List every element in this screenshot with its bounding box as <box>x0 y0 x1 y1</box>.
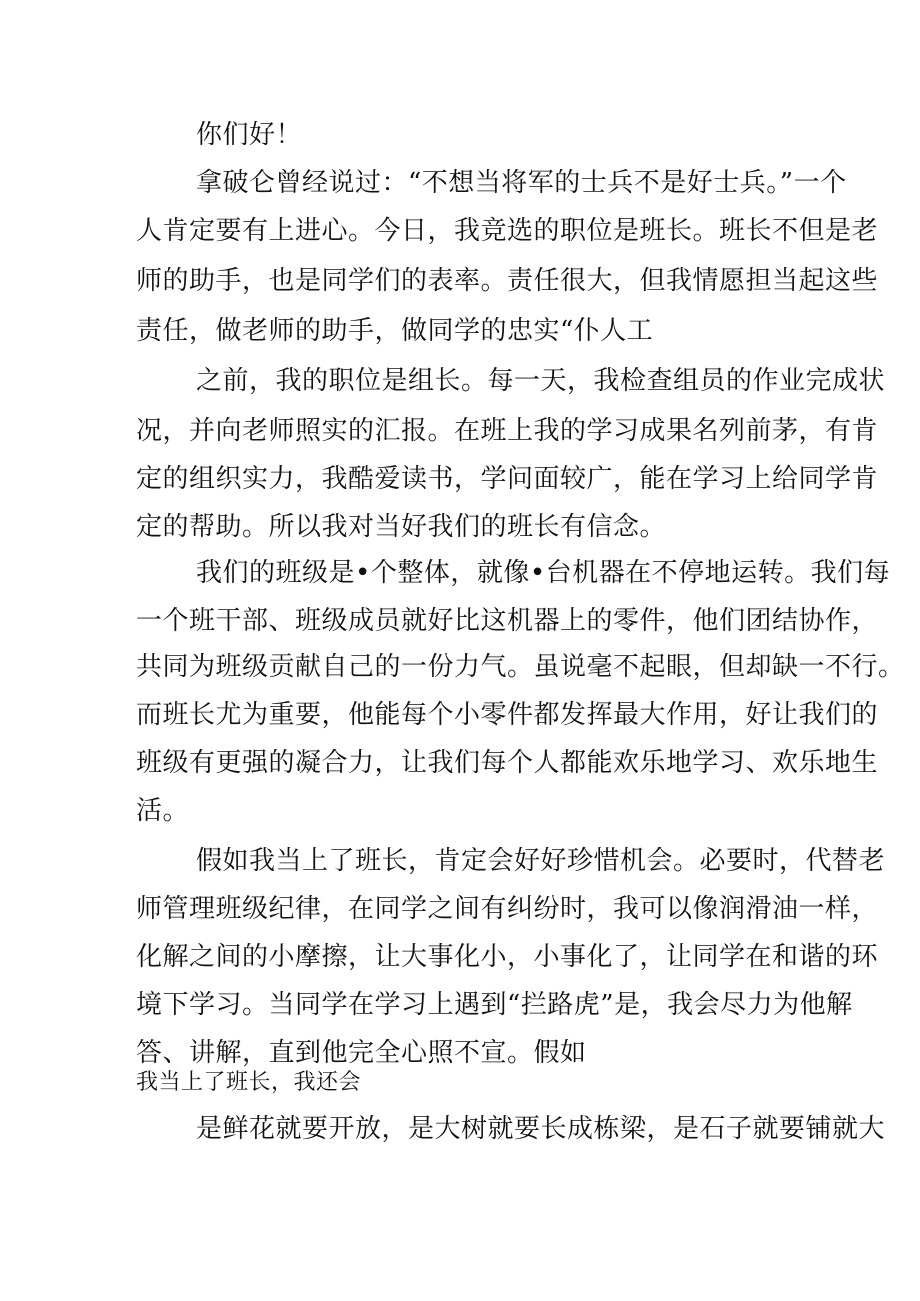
text-line-9: 定的帮助。所以我对当好我们的班长有信念。 <box>136 512 667 542</box>
text-line-5: 责任，做老师的助手，做同学的忠实“仆人工 <box>136 316 654 346</box>
text-line-10: 我们的班级是•个整体，就像•台机器在不停地运转。我们每 <box>196 558 891 588</box>
text-line-2: 拿破仑曾经说过：“不想当将军的士兵不是好士兵。”一个 <box>196 168 847 198</box>
text-line-7: 况，并向老师照实的汇报。在班上我的学习成果名列前茅，有肯 <box>136 416 879 446</box>
text-line-18: 化解之间的小摩擦，让大事化小，小事化了，让同学在和谐的环 <box>136 942 879 972</box>
text-line-17: 师管理班级纪律，在同学之间有纠纷时，我可以像润滑油一样， <box>136 894 879 924</box>
text-line-11: 一个班干部、班级成员就好比这机器上的零件，他们团结协作， <box>136 606 879 636</box>
text-line-6: 之前，我的职位是组长。每一天，我检查组员的作业完成状 <box>196 366 886 396</box>
text-line-19: 境下学习。当同学在学习上遇到“拦路虎”是，我会尽力为他解 <box>136 990 853 1020</box>
text-line-20: 答、讲解，直到他完全心照不宣。假如 <box>136 1038 587 1068</box>
text-line-22: 是鲜花就要开放，是大树就要长成栋梁，是石子就要铺就大 <box>196 1114 886 1144</box>
text-line-3: 人肯定要有上进心。今日，我竞选的职位是班长。班长不但是老 <box>136 216 879 246</box>
text-line-14: 班级有更强的凝合力，让我们每个人都能欢乐地学习、欢乐地生 <box>136 748 879 778</box>
text-line-16: 假如我当上了班长，肯定会好好珍惜机会。必要时，代替老 <box>196 846 886 876</box>
text-line-21: 我当上了班长，我还会 <box>136 1070 362 1095</box>
text-line-1: 你们好！ <box>196 120 303 150</box>
text-line-15: 活。 <box>136 796 190 826</box>
text-line-4: 师的助手，也是同学们的表率。责任很大，但我情愿担当起这些 <box>136 266 879 296</box>
text-line-12: 共同为班级贡献自己的一份力气。虽说毫不起眼，但却缺一不行。 <box>136 652 905 682</box>
text-line-13: 而班长尤为重要，他能每个小零件都发挥最大作用，好让我们的 <box>136 700 879 730</box>
text-line-8: 定的组织实力，我酷爱读书，学问面较广，能在学习上给同学肯 <box>136 464 879 494</box>
